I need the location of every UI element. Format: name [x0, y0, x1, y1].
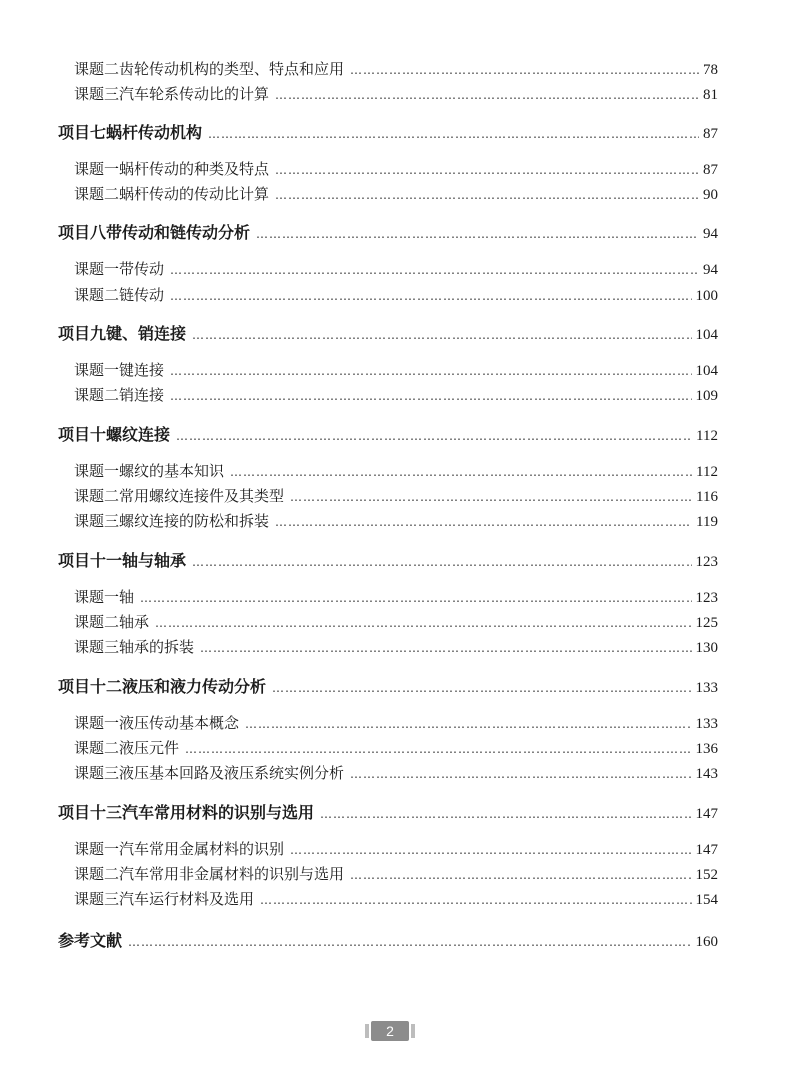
toc-entry-project[interactable] — [58, 674, 718, 697]
entry-number: 课题二 — [74, 865, 120, 883]
entry-title: 液压和液力传动分析 — [122, 677, 267, 696]
toc-entry-lesson[interactable] — [74, 838, 718, 859]
entry-number: 课题一 — [74, 714, 120, 732]
entry-title: 液压元件 — [119, 739, 180, 757]
toc-entry-lesson[interactable] — [74, 636, 718, 657]
entry-number: 课题三 — [74, 85, 120, 103]
entry-page-number: 104 — [695, 327, 718, 343]
entry-title: 轴 — [119, 588, 135, 606]
entry-title: 螺纹连接的防松和拆装 — [119, 512, 270, 530]
toc-entry-lesson[interactable] — [74, 384, 718, 405]
entry-title: 带传动 — [119, 260, 165, 278]
dot-leader — [275, 163, 699, 177]
entry-title: 汽车运行材料及选用 — [119, 890, 255, 908]
entry-number: 项目十 — [58, 425, 107, 444]
entry-page-number: 130 — [695, 640, 718, 656]
entry-number: 课题二 — [74, 60, 120, 78]
entry-title: 蜗杆传动的种类及特点 — [119, 160, 270, 178]
toc-entry-project[interactable] — [58, 800, 718, 823]
entry-page-number: 147 — [695, 842, 718, 858]
entry-number: 课题二 — [74, 286, 120, 304]
entry-number: 课题一 — [74, 840, 120, 858]
toc-entry-lesson[interactable] — [74, 258, 718, 279]
dot-leader — [256, 227, 699, 241]
entry-number: 课题二 — [74, 613, 120, 631]
entry-title: 蜗杆传动机构 — [106, 123, 203, 142]
dot-leader — [290, 490, 692, 504]
dot-leader — [350, 868, 691, 882]
entry-number: 项目八 — [58, 223, 107, 242]
dot-leader — [275, 515, 692, 529]
entry-title: 液压传动基本概念 — [119, 714, 240, 732]
entry-title: 轴承的拆装 — [119, 638, 195, 656]
toc-entry-lesson[interactable] — [74, 485, 718, 506]
entry-number: 课题一 — [74, 160, 120, 178]
dot-leader — [176, 429, 692, 443]
dot-leader — [272, 681, 691, 695]
dot-leader — [155, 616, 691, 630]
entry-number: 课题一 — [74, 361, 120, 379]
dot-leader — [170, 263, 699, 277]
entry-number: 课题三 — [74, 890, 120, 908]
entry-page-number: 116 — [696, 489, 718, 505]
dot-leader — [260, 893, 691, 907]
toc-entry-project[interactable] — [58, 548, 718, 571]
entry-title: 齿轮传动机构的类型、特点和应用 — [119, 60, 345, 78]
entry-page-number: 147 — [695, 806, 718, 822]
dot-leader — [200, 641, 691, 655]
entry-page-number: 119 — [696, 514, 718, 530]
entry-number: 课题一 — [74, 462, 120, 480]
toc-entry-references[interactable] — [58, 928, 718, 951]
entry-page-number: 104 — [695, 363, 718, 379]
toc-entry-lesson[interactable] — [74, 762, 718, 783]
entry-page-number: 136 — [695, 741, 718, 757]
entry-title: 链传动 — [119, 286, 165, 304]
entry-title: 汽车常用非金属材料的识别与选用 — [119, 865, 345, 883]
entry-page-number: 94 — [703, 262, 718, 278]
entry-number: 课题二 — [74, 487, 120, 505]
entry-page-number: 100 — [695, 288, 718, 304]
entry-page-number: 112 — [696, 464, 718, 480]
entry-page-number: 94 — [703, 226, 718, 242]
entry-title: 汽车轮系传动比的计算 — [119, 85, 270, 103]
dot-leader — [245, 717, 691, 731]
dot-leader — [290, 843, 691, 857]
dot-leader — [275, 188, 699, 202]
toc-entry-lesson[interactable] — [74, 158, 718, 179]
entry-number: 项目十三 — [58, 803, 123, 822]
toc-entry-lesson[interactable] — [74, 586, 718, 607]
toc-entry-lesson[interactable] — [74, 83, 718, 104]
dot-leader — [230, 465, 692, 479]
entry-number: 课题一 — [74, 260, 120, 278]
toc-entry-lesson[interactable] — [74, 888, 718, 909]
entry-number: 课题二 — [74, 185, 120, 203]
entry-page-number: 160 — [695, 934, 718, 950]
entry-title: 轴与轴承 — [122, 551, 187, 570]
entry-number: 项目九 — [58, 324, 107, 343]
entry-page-number: 133 — [695, 716, 718, 732]
dot-leader — [128, 935, 691, 949]
entry-page-number: 78 — [703, 62, 718, 78]
entry-number: 课题三 — [74, 512, 120, 530]
entry-title: 常用螺纹连接件及其类型 — [119, 487, 285, 505]
entry-number: 课题三 — [74, 638, 120, 656]
entry-page-number: 154 — [695, 892, 718, 908]
dot-leader — [320, 807, 691, 821]
entry-page-number: 123 — [695, 554, 718, 570]
entry-title: 销连接 — [119, 386, 165, 404]
entry-title: 汽车常用金属材料的识别 — [119, 840, 285, 858]
entry-title: 汽车常用材料的识别与选用 — [122, 803, 315, 822]
entry-page-number: 112 — [696, 428, 718, 444]
entry-number: 课题一 — [74, 588, 120, 606]
entry-number: 项目十一 — [58, 551, 123, 570]
entry-page-number: 143 — [695, 766, 718, 782]
entry-page-number: 90 — [703, 187, 718, 203]
toc-entry-project[interactable] — [58, 120, 718, 143]
toc-entry-lesson[interactable] — [74, 460, 718, 481]
entry-page-number: 123 — [695, 590, 718, 606]
dot-leader — [350, 63, 699, 77]
toc-entry-lesson[interactable] — [74, 284, 718, 305]
toc-entry-lesson[interactable] — [74, 359, 718, 380]
entry-title: 键、销连接 — [106, 324, 187, 343]
dot-leader — [140, 591, 691, 605]
toc-entry-lesson[interactable] — [74, 712, 718, 733]
toc-entry-project[interactable] — [58, 321, 718, 344]
toc-entry-project[interactable] — [58, 220, 718, 243]
dot-leader — [192, 328, 691, 342]
entry-title: 液压基本回路及液压系统实例分析 — [119, 764, 345, 782]
toc-entry-project[interactable] — [58, 422, 718, 445]
entry-page-number: 81 — [703, 87, 718, 103]
entry-page-number: 87 — [703, 126, 718, 142]
entry-number: 课题二 — [74, 386, 120, 404]
dot-leader — [350, 767, 691, 781]
toc-entry-lesson[interactable] — [74, 183, 718, 204]
entry-number: 课题二 — [74, 739, 120, 757]
toc-entry-lesson[interactable] — [74, 863, 718, 884]
dot-leader — [170, 364, 691, 378]
entry-title: 键连接 — [119, 361, 165, 379]
entry-page-number: 133 — [695, 680, 718, 696]
dot-leader — [275, 88, 699, 102]
entry-page-number: 125 — [695, 615, 718, 631]
entry-title: 带传动和链传动分析 — [106, 223, 251, 242]
dot-leader — [170, 389, 691, 403]
toc-entry-lesson[interactable] — [74, 510, 718, 531]
toc-entry-lesson[interactable] — [74, 58, 718, 79]
entry-number: 项目十二 — [58, 677, 123, 696]
page-number-badge: 2 — [371, 1021, 409, 1041]
dot-leader — [192, 555, 691, 569]
dot-leader — [170, 289, 691, 303]
entry-number: 项目七 — [58, 123, 107, 142]
entry-title: 参考文献 — [58, 931, 123, 950]
entry-title: 螺纹连接 — [106, 425, 171, 444]
toc-entry-lesson[interactable] — [74, 611, 718, 632]
entry-title: 螺纹的基本知识 — [119, 462, 225, 480]
dot-leader — [208, 127, 699, 141]
entry-page-number: 109 — [695, 388, 718, 404]
entry-page-number: 87 — [703, 162, 718, 178]
entry-title: 蜗杆传动的传动比计算 — [119, 185, 270, 203]
entry-number: 课题三 — [74, 764, 120, 782]
entry-page-number: 152 — [695, 867, 718, 883]
dot-leader — [185, 742, 691, 756]
toc-entry-lesson[interactable] — [74, 737, 718, 758]
entry-title: 轴承 — [119, 613, 150, 631]
